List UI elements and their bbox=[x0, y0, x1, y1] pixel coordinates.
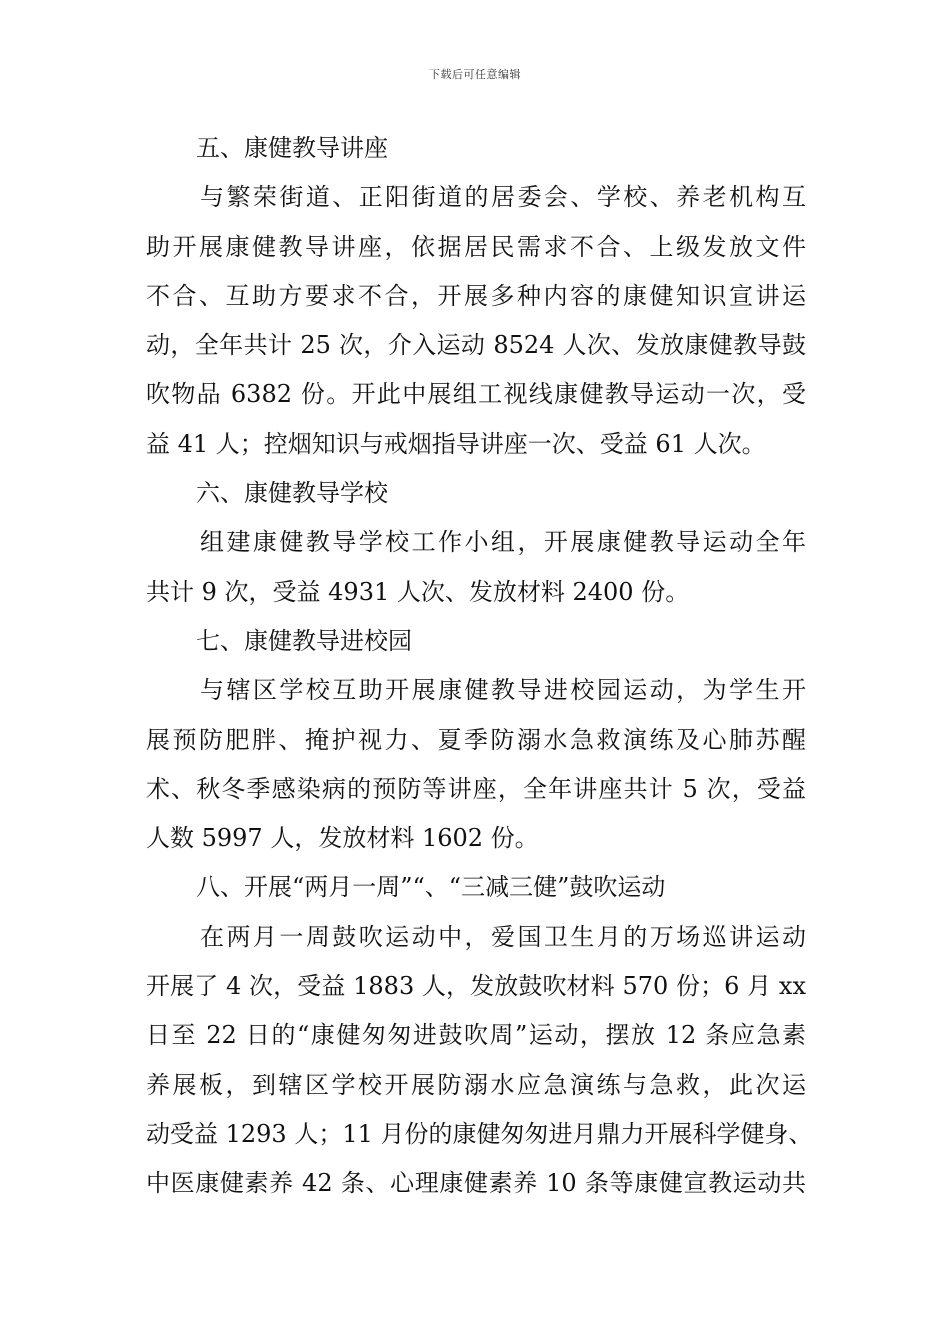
section-heading: 八、开展“两月一周”“、“三减三健”鼓吹运动 bbox=[196, 873, 666, 902]
paragraph-line: 与繁荣街道、正阳街道的居委会、学校、养老机构互 bbox=[200, 183, 806, 212]
paragraph-line: 动，全年共计 25 次，介入运动 8524 人次、发放康健教导鼓 bbox=[146, 331, 806, 360]
paragraph-line: 日至 22 日的“康健匆匆进鼓吹周”运动，摆放 12 条应急素 bbox=[146, 1021, 806, 1050]
paragraph-line: 动受益 1293 人；11 月份的康健匆匆进月鼎力开展科学健身、 bbox=[146, 1119, 813, 1148]
paragraph-line: 在两月一周鼓吹运动中，爱国卫生月的万场巡讲运动 bbox=[200, 922, 806, 951]
paragraph-line: 益 41 人；控烟知识与戒烟指导讲座一次、受益 61 人次。 bbox=[146, 429, 766, 458]
paragraph-line: 与辖区学校互助开展康健教导进校园运动，为学生开 bbox=[200, 676, 806, 705]
document-body bbox=[146, 124, 813, 1209]
paragraph-line: 共计 9 次，受益 4931 人次、发放材料 2400 份。 bbox=[146, 577, 690, 606]
paragraph-line: 展预防肥胖、掩护视力、夏季防溺水急救演练及心肺苏醒 bbox=[146, 725, 806, 754]
paragraph-line: 组建康健教导学校工作小组，开展康健教导运动全年 bbox=[200, 528, 806, 557]
paragraph-line: 人数 5997 人，发放材料 1602 份。 bbox=[146, 824, 539, 853]
paragraph-line: 不合、互助方要求不合，开展多种内容的康健知识宣讲运 bbox=[146, 281, 806, 310]
paragraph-line: 术、秋冬季感染病的预防等讲座，全年讲座共计 5 次，受益 bbox=[146, 774, 806, 803]
paragraph-line: 开展了 4 次，受益 1883 人，发放鼓吹材料 570 份；6 月 xx bbox=[146, 972, 806, 1001]
paragraph-line: 中医康健素养 42 条、心理康健素养 10 条等康健宣教运动共 bbox=[146, 1169, 806, 1198]
section-heading: 六、康健教导学校 bbox=[196, 479, 388, 508]
section-heading: 七、康健教导进校园 bbox=[196, 626, 412, 655]
paragraph-line: 助开展康健教导讲座，依据居民需求不合、上级发放文件 bbox=[146, 232, 806, 261]
page-header: 下载后可任意编辑 bbox=[429, 68, 521, 81]
paragraph-line: 养展板，到辖区学校开展防溺水应急演练与急救，此次运 bbox=[146, 1070, 806, 1099]
paragraph-line: 吹物品 6382 份。开此中展组工视线康健教导运动一次，受 bbox=[146, 380, 806, 409]
section-heading: 五、康健教导讲座 bbox=[196, 134, 388, 162]
